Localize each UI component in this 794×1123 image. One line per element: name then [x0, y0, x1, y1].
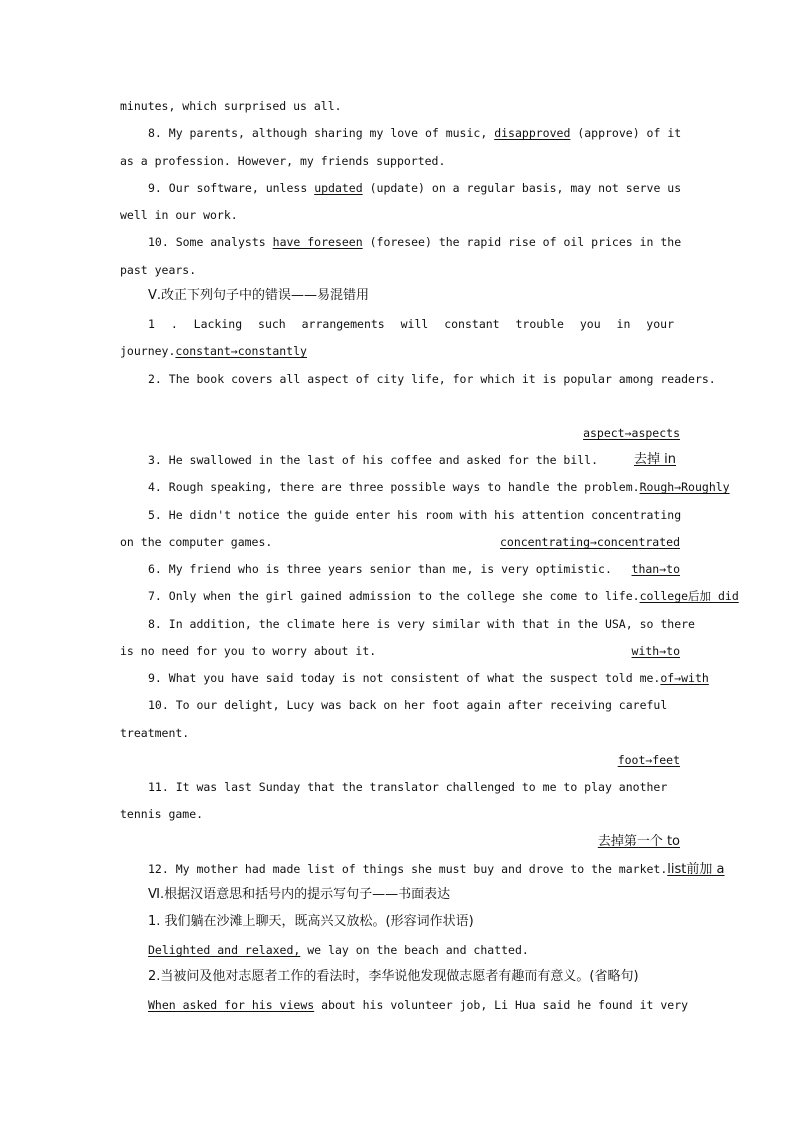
answer-blank: Delighted and relaxed,	[148, 943, 301, 957]
text-line: as a profession. However, my friends supported.	[120, 154, 446, 168]
question-3: 3. He swallowed in the last of his coffee and asked for the bill. 去掉 in	[148, 452, 676, 467]
question-1-cont: journey.constant→constantly	[120, 344, 307, 358]
sentence-10: 10. Some analysts have foreseen (foresee) the rapid rise of oil prices in the	[148, 235, 682, 249]
question-8-cont: is no need for you to worry about it. with→to	[120, 644, 680, 658]
correction: college后加 did	[639, 589, 739, 603]
correction: foot→feet	[617, 753, 680, 767]
question-11-answer	[120, 833, 680, 850]
question-7: 7. Only when the girl gained admission to the college she come to life.college后加 did	[148, 589, 739, 603]
question-6: 6. My friend who is three years senior than me, is very optimistic. than→to	[148, 562, 680, 576]
correction: 去掉 in	[634, 452, 676, 467]
correction: aspect→aspects	[583, 426, 680, 440]
sentence-9: 9. Our software, unless updated (update) on a regular basis, may not serve us	[148, 181, 682, 195]
translation-2-prompt: 2.当被问及他对志愿者工作的看法时，李华说他发现做志愿者有趣而有意义。(省略句)	[148, 969, 639, 984]
translation-1-prompt: 1. 我们躺在沙滩上聊天，既高兴又放松。(形容词作状语)	[148, 914, 474, 929]
correction: with→to	[631, 644, 680, 658]
text-line: past years.	[120, 263, 197, 277]
question-2: 2. The book covers all aspect of city life, for which it is popular among readers.	[148, 372, 716, 386]
answer-blank: have foreseen	[272, 235, 363, 249]
section-5-title: Ⅴ.改正下列句子中的错误——易混错用	[148, 288, 370, 303]
correction: than→to	[631, 562, 680, 576]
translation-1-answer: Delighted and relaxed, we lay on the beach and chatted.	[148, 943, 529, 957]
question-2-answer	[120, 425, 680, 441]
text-line: well in our work.	[120, 208, 238, 222]
question-11: 11. It was last Sunday that the translator challenged to me to play another	[148, 780, 668, 794]
correction: list前加 a	[667, 862, 725, 877]
correction: of→with	[660, 671, 709, 685]
text-line: minutes, which surprised us all.	[120, 99, 342, 113]
section-6-title: Ⅵ.根据汉语意思和括号内的提示写句子——书面表达	[148, 887, 451, 902]
translation-2-answer: When asked for his views about his volunteer job, Li Hua said he found it very	[148, 998, 689, 1012]
question-4: 4. Rough speaking, there are three possible ways to handle the problem.Rough→Roughly	[148, 480, 730, 494]
question-1: 1 . Lacking such arrangements will constant trouble you in your	[148, 317, 674, 331]
question-10-answer	[120, 752, 680, 768]
question-10-cont: treatment.	[120, 726, 190, 740]
question-5-cont: on the computer games. concentrating→concentrated	[120, 535, 680, 549]
correction: Rough→Roughly	[639, 480, 730, 494]
question-8: 8. In addition, the climate here is very similar with that in the USA, so there	[148, 617, 695, 631]
answer-blank: disapproved	[494, 126, 571, 140]
question-11-cont: tennis game.	[120, 807, 204, 821]
question-9: 9. What you have said today is not consistent of what the suspect told me.of→with	[148, 671, 709, 685]
question-10: 10. To our delight, Lucy was back on her foot again after receiving careful	[148, 698, 668, 712]
question-5: 5. He didn't notice the guide enter his room with his attention concentrating	[148, 508, 682, 522]
question-12: 12. My mother had made list of things she must buy and drove to the market.list前加 a	[148, 862, 725, 877]
correction: concentrating→concentrated	[499, 535, 680, 549]
sentence-8: 8. My parents, although sharing my love of music, disapproved (approve) of it	[148, 126, 682, 140]
correction: constant→constantly	[175, 344, 307, 358]
answer-blank: When asked for his views	[148, 998, 315, 1012]
correction: 去掉第一个 to	[597, 834, 680, 849]
answer-blank: updated	[314, 181, 363, 195]
